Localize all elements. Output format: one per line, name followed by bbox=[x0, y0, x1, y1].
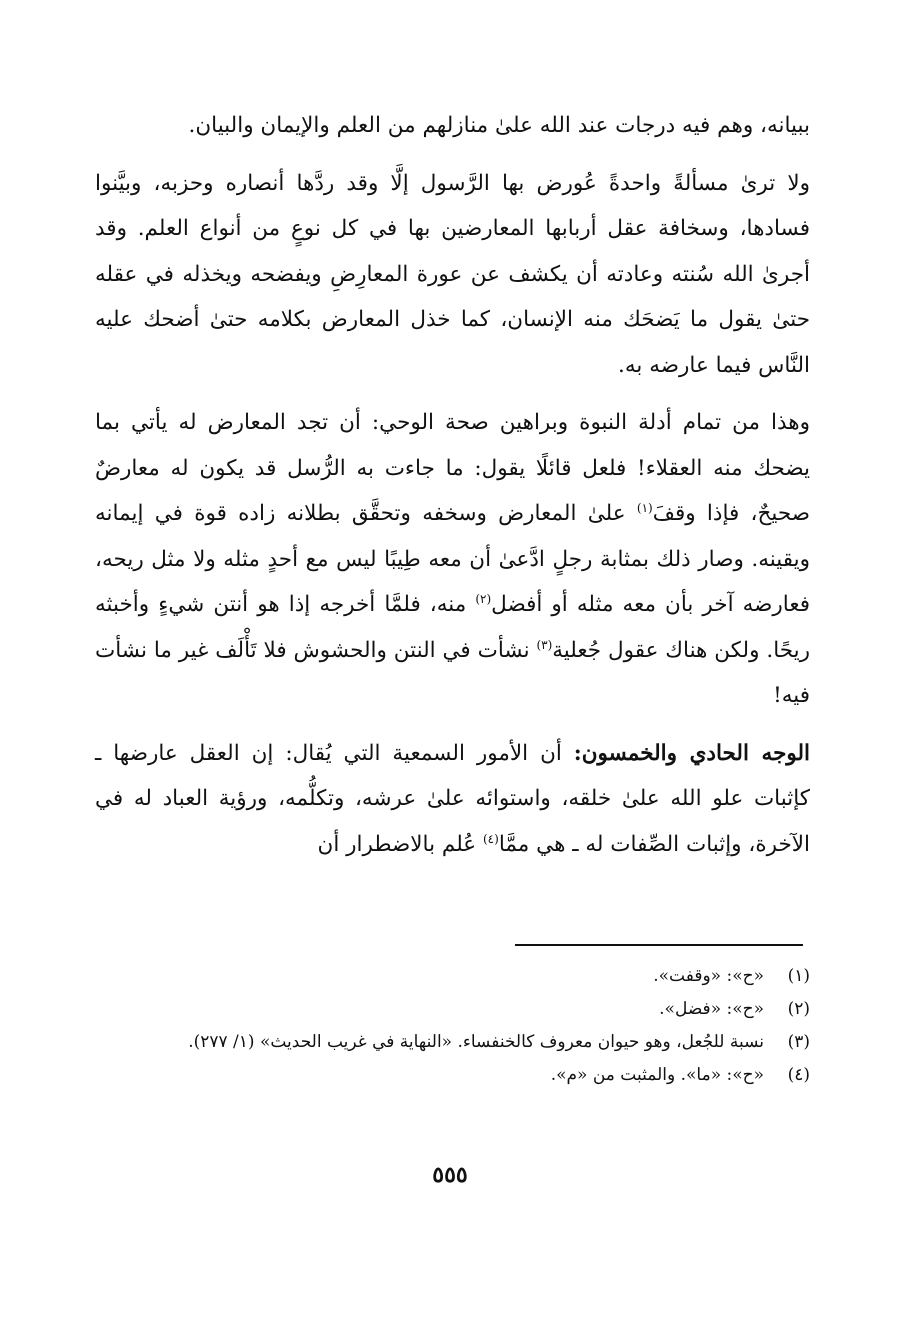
footnote-number: (١) bbox=[787, 966, 810, 986]
footnote-number: (٢) bbox=[787, 999, 810, 1019]
footnote-number: (٣) bbox=[787, 1032, 810, 1052]
paragraph-4 bbox=[95, 731, 810, 868]
footnote-ref-3[interactable]: (٣) bbox=[536, 637, 553, 652]
paragraph-1-text: ببيانه، وهم فيه درجات عند الله علىٰ منازلهم من العلم والإيمان والبيان. bbox=[188, 113, 810, 138]
paragraph-3-text-a: وهذا من تمام أدلة النبوة وبراهين صحة الوحي: أن تجد المعارض له يأتي بما يضحك منه العقلاء! فلعل قائلًا يقول: ما جاءت به الرُّسل قد يكون له معارضٌ صحيحٌ، فإذا وقفَ bbox=[95, 410, 811, 526]
footnotes bbox=[95, 960, 810, 1092]
footnote-2 bbox=[95, 993, 810, 1026]
paragraph-2-text: ولا ترىٰ مسألةً واحدةً عُورض بها الرَّسول إلَّا وقد ردَّها أنصاره وحزبه، وبيَّنوا فسادها، وسخافة عقل أربابها المعارضين بها في كل نوعٍ من أنواع العلم. وقد أجرىٰ الله سُنته وعادته أن يكشف عن عورة المعارِضِ ويفضحه ويخذله في عقله حتىٰ يقول ما يَضحَك منه الإنسان، كما خذل المعارض بكلامه حتىٰ أضحك عليه النَّاس فيما عارضه به. bbox=[95, 170, 810, 378]
footnote-4 bbox=[95, 1059, 810, 1092]
paragraph-2 bbox=[95, 161, 810, 389]
footnote-text: «ح»: «وقفت». bbox=[653, 966, 764, 986]
footnote-ref-1[interactable]: (١) bbox=[636, 500, 653, 515]
paragraph-1 bbox=[95, 103, 810, 149]
paragraph-3 bbox=[95, 400, 810, 719]
footnote-text: «ح»: «ما». والمثبت من «م». bbox=[550, 1065, 764, 1085]
footnote-text: نسبة للجُعل، وهو حيوان معروف كالخنفساء. «النهاية في غريب الحديث» (١/ ٢٧٧). bbox=[188, 1032, 764, 1052]
paragraph-4-text-a: أن الأمور السمعية التي يُقال: إن العقل عارضها ـ كإثبات علو الله علىٰ خلقه، واستوائه علىٰ عرشه، وتكلُّمه، ورؤية العباد له في الآخرة، وإثبات الصِّفات له ـ هي ممَّا bbox=[95, 740, 810, 857]
paragraph-3-text-d: نشأت في النتن والحشوش فلا تَأْلَف غير ما نشأت فيه! bbox=[95, 637, 810, 708]
page-number: ٥٥٥ bbox=[432, 1162, 468, 1188]
footnote-divider bbox=[515, 944, 803, 946]
main-text bbox=[95, 103, 810, 867]
paragraph-4-text-b: عُلم بالاضطرار أن bbox=[317, 831, 483, 857]
footnote-ref-4[interactable]: (٤) bbox=[482, 831, 499, 846]
footnote-1 bbox=[95, 960, 810, 993]
footnote-number: (٤) bbox=[787, 1065, 810, 1085]
footnote-text: «ح»: «فضل». bbox=[659, 999, 764, 1019]
section-heading: الوجه الحادي والخمسون: bbox=[573, 740, 810, 766]
footnote-3 bbox=[95, 1026, 810, 1059]
paragraph-3-text-c: منه، فلمَّا أخرجه إذا هو أنتن شيءٍ وأخبثه ريحًا. ولكن هناك عقول جُعلية bbox=[95, 592, 810, 663]
paragraph-3-text-b: علىٰ المعارض وسخفه وتحقَّق بطلانه زاده قوة في إيمانه ويقينه. وصار ذلك بمثابة رجلٍ ادَّعىٰ أن معه طِيبًا ليس مع أحدٍ مثله ولا مثل ريحه، فعارضه آخر بأن معه مثله أو أفضل bbox=[95, 501, 810, 617]
footnote-ref-2[interactable]: (٢) bbox=[475, 591, 492, 606]
